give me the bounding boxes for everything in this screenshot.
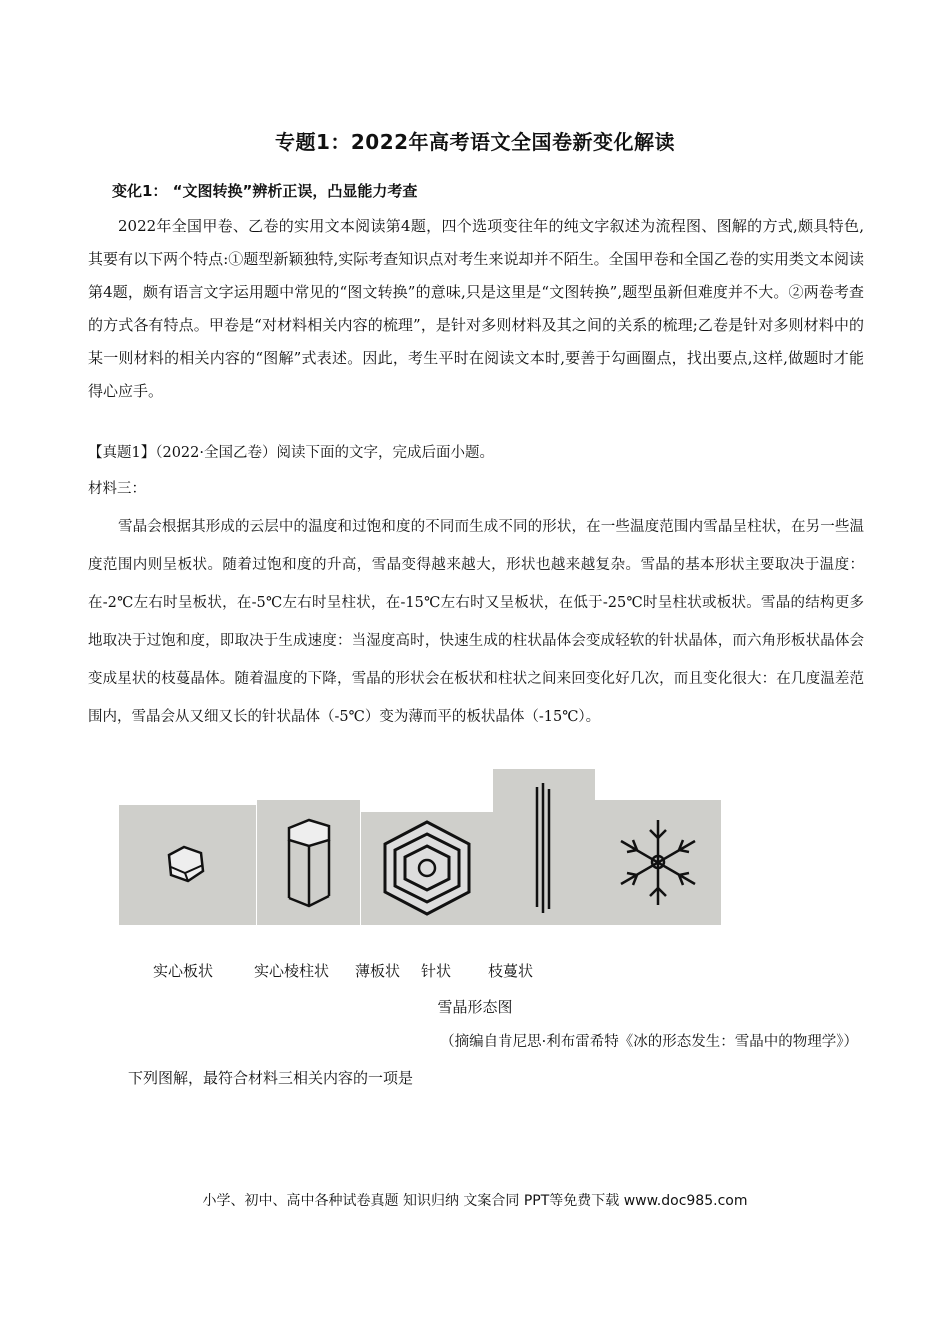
thin-plate-image <box>361 812 493 925</box>
page-footer: 小学、初中、高中各种试卷真题 知识归纳 文案合同 PPT等免费下载 www.doc985.com <box>202 1193 748 1209</box>
material-paragraph: 雪晶会根据其形成的云层中的温度和过饱和度的不同而生成不同的形状，在一些温度范围内雪晶呈柱状，在另一些温度范围内则呈板状。随着过饱和度的升高，雪晶变得越来越大，形状也越来越复杂。雪晶的基本形状主要取决于温度：在-2℃左右时呈板状，在-5℃左右时呈柱状，在-15℃左右时又呈板状，在低于-25℃时呈柱状或板状。雪晶的结构更多地取决于过饱和度，即取决于生成速度：当湿度高时，快速生成的柱状晶体会变成轻软的针状晶体，而六角形板状晶体会变成星状的枝蔓晶体。随着温度的下降，雪晶的形状会在板状和柱状之间来回变化好几次，而且变化很大：在几度温差范围内，雪晶会从又细又长的针状晶体（-5℃）变为薄而平的板状晶体（-15℃）。 <box>88 519 864 725</box>
figure-title: 雪晶形态图 <box>437 998 513 1016</box>
caption-needle: 针状 <box>421 962 452 980</box>
dendrite-image <box>595 800 721 925</box>
caption-dendrite: 枝蔓状 <box>488 962 534 980</box>
solid-plate-image <box>119 805 256 925</box>
source-citation: （摘编自肯尼思·利布雷希特《冰的形态发生：雪晶中的物理学》） <box>440 1034 858 1050</box>
caption-solid-column: 实心棱柱状 <box>254 962 330 980</box>
solid-column-image <box>257 800 360 925</box>
section-heading: 变化1： “文图转换”辨析正误，凸显能力考查 <box>112 182 418 200</box>
question-label: 【真题1】（2022·全国乙卷）阅读下面的文字，完成后面小题。 <box>88 445 494 461</box>
caption-solid-plate: 实心板状 <box>153 962 214 980</box>
page-title: 专题1：2022年高考语文全国卷新变化解读 <box>274 130 676 154</box>
material-label: 材料三： <box>88 481 146 497</box>
caption-thin-plate: 薄板状 <box>355 962 401 980</box>
intro-paragraph: 2022年全国甲卷、乙卷的实用文本阅读第4题，四个选项变往年的纯文字叙述为流程图、图解的方式,颇具特色,其要有以下两个特点:①题型新颖独特,实际考查知识点对考生来说却并不陌生。全国甲卷和全国乙卷的实用类文本阅读第4题，颇有语言文字运用题中常见的“图文转换”的意味,只是这里是“文图转换”,题型虽新但难度并不大。②两卷考查的方式各有特点。甲卷是“对材料相关内容的梳理”，是针对多则材料及其之间的关系的梳理;乙卷是针对多则材料中的某一则材料的相关内容的“图解”式表述。因此，考生平时在阅读文本时,要善于勾画圈点，找出要点,这样,做题时才能得心应手。 <box>88 217 864 400</box>
needle-image <box>493 769 595 925</box>
question-prompt: 下列图解，最符合材料三相关内容的一项是 <box>128 1069 414 1087</box>
